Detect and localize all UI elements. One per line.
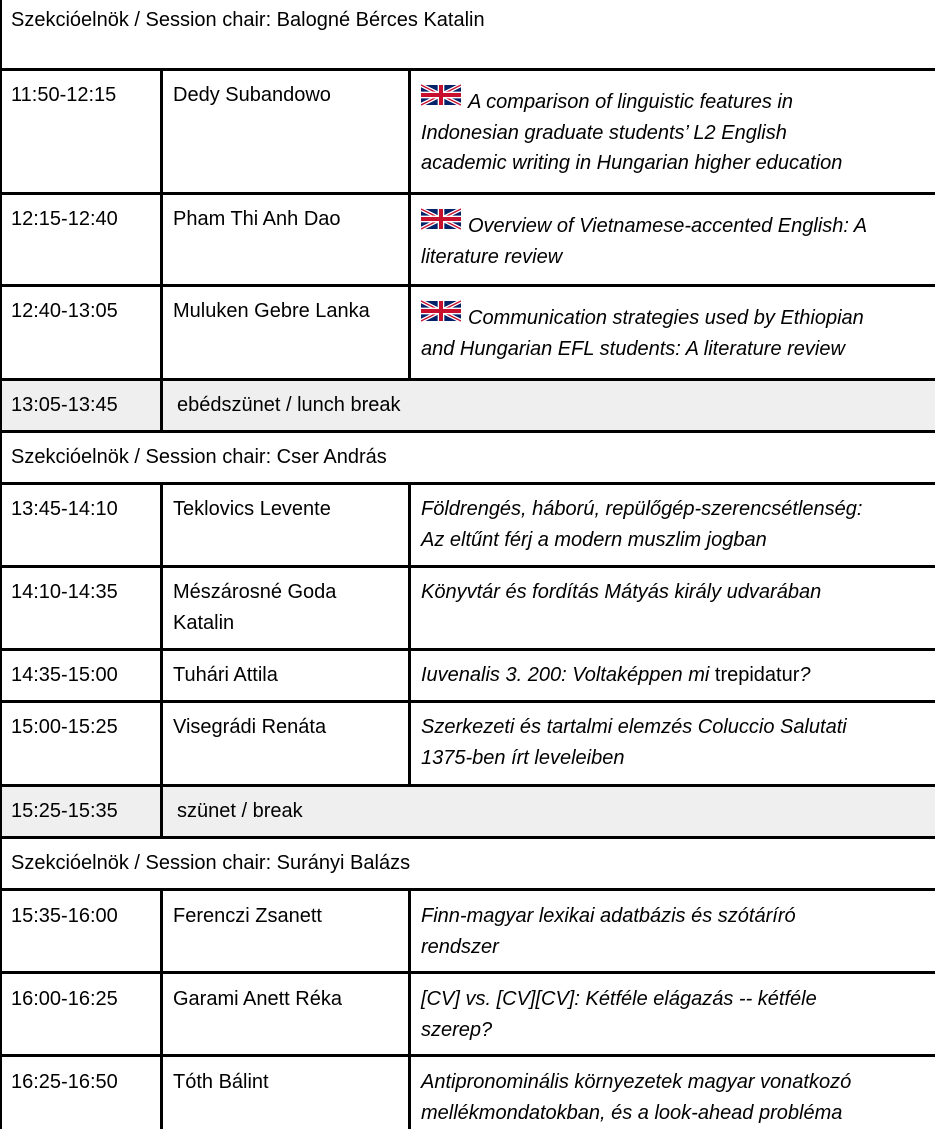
session-chair: Szekcióelnök / Session chair: Surányi Balázs: [11, 852, 411, 874]
divider: [0, 284, 935, 287]
column-divider: [408, 482, 411, 787]
uk-flag-icon: [421, 204, 461, 234]
talk-speaker: Dedy Subandowo: [173, 84, 331, 106]
talk-title: Iuvenalis 3. 200: Voltaképpen mi trepidatur?: [421, 664, 811, 686]
talk-time: 16:00-16:25: [11, 988, 118, 1010]
divider: [0, 971, 935, 974]
talk-title: Könyvtár és fordítás Mátyás király udvarában: [421, 581, 822, 603]
talk-title: Finn-magyar lexikai adatbázis és szótáríró rendszer: [421, 905, 796, 958]
talk-time: 14:10-14:35: [11, 581, 118, 603]
talk-speaker: Visegrádi Renáta: [173, 716, 327, 738]
talk-time: 15:35-16:00: [11, 905, 118, 927]
divider: [0, 700, 935, 703]
divider: [0, 784, 935, 787]
talk-time: 12:15-12:40: [11, 208, 118, 230]
talk-speaker: Mészárosné Goda Katalin: [173, 581, 337, 634]
break-row: [0, 787, 935, 836]
break-time: 13:05-13:45: [11, 394, 118, 416]
talk-speaker: Teklovics Levente: [173, 498, 331, 520]
divider: [0, 836, 935, 839]
talk-time: 13:45-14:10: [11, 498, 118, 520]
talk-title: A comparison of linguistic features in Indonesian graduate students’ L2 English academic writing in Hungarian higher education: [421, 80, 842, 179]
talk-title: Overview of Vietnamese-accented English: A literature review: [421, 204, 867, 272]
talk-speaker: Pham Thi Anh Dao: [173, 208, 341, 230]
column-divider: [160, 482, 163, 839]
divider: [0, 192, 935, 195]
uk-flag-icon: [421, 296, 461, 326]
talk-speaker: Muluken Gebre Lanka: [173, 300, 370, 322]
talk-time: 15:00-15:25: [11, 716, 118, 738]
talk-title: Antipronominális környezetek magyar vonatkozó mellékmondatokban, és a look-ahead probléma: [421, 1071, 852, 1124]
session-chair: Szekcióelnök / Session chair: Cser András: [11, 446, 387, 468]
talk-speaker: Tóth Bálint: [173, 1071, 269, 1093]
break-time: 15:25-15:35: [11, 800, 118, 822]
column-divider: [408, 888, 411, 1129]
session-chair: Szekcióelnök / Session chair: Balogné Bérces Katalin: [11, 9, 485, 31]
divider: [0, 68, 935, 71]
talk-title: Szerkezeti és tartalmi elemzés Coluccio Salutati 1375-ben írt leveleiben: [421, 716, 847, 769]
break-label: ebédszünet / lunch break: [177, 394, 401, 416]
divider: [0, 378, 935, 381]
lunch-break-row: [0, 381, 935, 430]
talk-speaker: Ferenczi Zsanett: [173, 905, 322, 927]
talk-time: 16:25-16:50: [11, 1071, 118, 1093]
divider: [0, 888, 935, 891]
divider: [0, 1054, 935, 1057]
uk-flag-icon: [421, 80, 461, 110]
divider: [0, 565, 935, 568]
divider: [0, 648, 935, 651]
talk-speaker: Tuhári Attila: [173, 664, 278, 686]
talk-speaker: Garami Anett Réka: [173, 988, 342, 1010]
talk-time: 14:35-15:00: [11, 664, 118, 686]
talk-title: Földrengés, háború, repülőgép-szerencsétlenség: Az eltűnt férj a modern muszlim jogban: [421, 498, 863, 551]
column-divider: [408, 68, 411, 381]
talk-title: Communication strategies used by Ethiopian and Hungarian EFL students: A literature review: [421, 296, 864, 364]
column-divider: [160, 888, 163, 1129]
talk-time: 11:50-12:15: [11, 84, 117, 106]
divider: [0, 482, 935, 485]
column-divider: [160, 68, 163, 433]
talk-time: 12:40-13:05: [11, 300, 118, 322]
talk-title: [CV] vs. [CV][CV]: Kétféle elágazás -- kétféle szerep?: [421, 988, 817, 1041]
break-label: szünet / break: [177, 800, 303, 822]
divider: [0, 430, 935, 433]
